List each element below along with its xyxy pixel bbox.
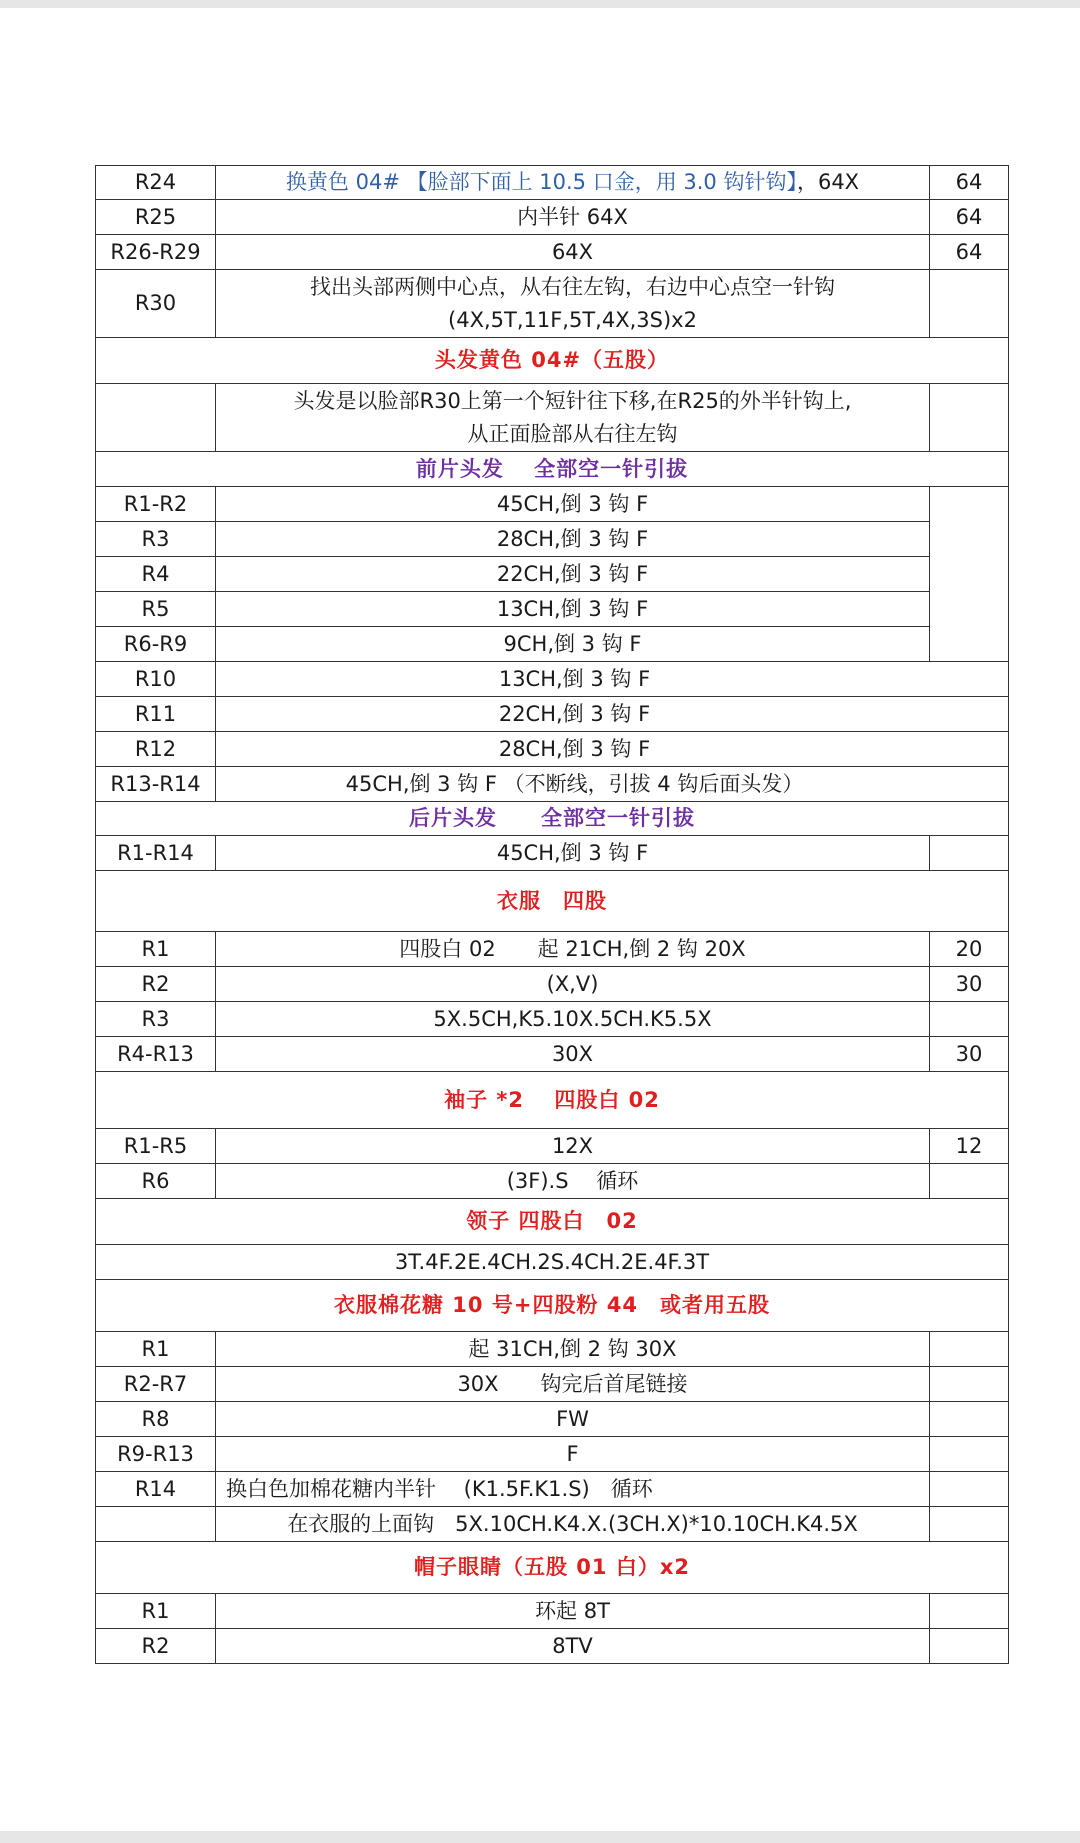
row-label: R5 xyxy=(96,592,216,627)
row-instruction: (3F).S 循环 xyxy=(216,1164,930,1199)
row-count: 64 xyxy=(930,235,1009,270)
row-label: R4 xyxy=(96,557,216,592)
table-row xyxy=(96,200,1009,235)
row-label: R2-R7 xyxy=(96,1367,216,1402)
row-label: R1-R5 xyxy=(96,1129,216,1164)
row-instruction: 28CH,倒 3 钩 F xyxy=(216,522,930,557)
row-instruction xyxy=(216,662,1009,697)
row-instruction: 45CH,倒 3 钩 F xyxy=(216,487,930,522)
row-instruction: 13CH,倒 3 钩 F xyxy=(216,592,930,627)
instruction-line: 找出头部两侧中心点，从右往左钩，右边中心点空一针钩 xyxy=(310,274,835,299)
row-instruction: (X,V) xyxy=(216,967,930,1002)
table-row xyxy=(96,836,1009,871)
section-header-row xyxy=(96,1542,1009,1594)
section-header-hat-eyes: 帽子眼睛（五股 01 白）x2 xyxy=(96,1542,1009,1594)
instruction-line: 从正面脸部从右往左钩 xyxy=(467,421,678,446)
row-count xyxy=(930,1002,1009,1037)
row-label: R30 xyxy=(96,270,216,338)
section-header-collar: 领子 四股白 02 xyxy=(96,1199,1009,1245)
section-header-row xyxy=(96,1280,1009,1332)
section-header-clothes: 衣服 四股 xyxy=(96,871,1009,932)
row-instruction: 12X xyxy=(216,1129,930,1164)
row-instruction: 换白色加棉花糖内半针 (K1.5F.K1.S) 循环 xyxy=(216,1472,930,1507)
table-row xyxy=(96,1472,1009,1507)
row-count xyxy=(930,1437,1009,1472)
row-label: R3 xyxy=(96,522,216,557)
row-label: R1 xyxy=(96,1594,216,1629)
row-count xyxy=(930,1367,1009,1402)
row-label: R11 xyxy=(96,697,216,732)
table-row xyxy=(96,1507,1009,1542)
section-header-cotton-clothes: 衣服棉花糖 10 号+四股粉 44 或者用五股 xyxy=(96,1280,1009,1332)
row-instruction: 8TV xyxy=(216,1629,930,1664)
table-row xyxy=(96,967,1009,1002)
table-row xyxy=(96,932,1009,967)
section-header-row xyxy=(96,338,1009,384)
top-bar xyxy=(0,0,1080,8)
row-instruction: 5X.5CH,K5.10X.5CH.K5.5X xyxy=(216,1002,930,1037)
row-count: 12 xyxy=(930,1129,1009,1164)
row-instruction xyxy=(216,732,1009,767)
row-label: R9-R13 xyxy=(96,1437,216,1472)
row-count: 30 xyxy=(930,1037,1009,1072)
section-header-hair: 头发黄色 04#（五股） xyxy=(96,338,1009,384)
row-label: R3 xyxy=(96,1002,216,1037)
table-row xyxy=(96,1402,1009,1437)
row-count xyxy=(930,384,1009,452)
row-count xyxy=(930,1164,1009,1199)
table-row xyxy=(96,662,1009,697)
instruction-line: (4X,5T,11F,5T,4X,3S)x2 xyxy=(448,307,697,332)
row-label: R26-R29 xyxy=(96,235,216,270)
row-instruction xyxy=(216,384,930,452)
section-header-front-hair: 前片头发 全部空一针引拔 xyxy=(96,452,1009,487)
row-label: R1-R14 xyxy=(96,836,216,871)
row-count xyxy=(930,1507,1009,1542)
row-label: R2 xyxy=(96,1629,216,1664)
section-header-row xyxy=(96,871,1009,932)
row-instruction xyxy=(216,166,930,200)
row-count xyxy=(930,487,1009,662)
row-label: R25 xyxy=(96,200,216,235)
row-instruction: 64X xyxy=(216,235,930,270)
table-row xyxy=(96,1629,1009,1664)
table-row xyxy=(96,166,1009,200)
table-row xyxy=(96,1594,1009,1629)
row-label: R13-R14 xyxy=(96,767,216,802)
table-row xyxy=(96,732,1009,767)
row-instruction xyxy=(216,767,1009,802)
row-label: R8 xyxy=(96,1402,216,1437)
row-label: R14 xyxy=(96,1472,216,1507)
table-row xyxy=(96,522,1009,557)
section-header-row xyxy=(96,1072,1009,1129)
table-row xyxy=(96,767,1009,802)
table-row xyxy=(96,384,1009,452)
row-label xyxy=(96,1507,216,1542)
table-row xyxy=(96,1002,1009,1037)
row-instruction: 30X xyxy=(216,1037,930,1072)
row-count xyxy=(930,836,1009,871)
row-label: R6 xyxy=(96,1164,216,1199)
row-instruction: FW xyxy=(216,1402,930,1437)
row-label: R2 xyxy=(96,967,216,1002)
row-label: R1 xyxy=(96,932,216,967)
row-label: R1-R2 xyxy=(96,487,216,522)
row-instruction: 45CH,倒 3 钩 F xyxy=(216,836,930,871)
row-count: 20 xyxy=(930,932,1009,967)
table-row xyxy=(96,1437,1009,1472)
row-instruction xyxy=(216,270,930,338)
row-instruction: F xyxy=(216,1437,930,1472)
row-count xyxy=(930,270,1009,338)
table-row xyxy=(96,1332,1009,1367)
row-count xyxy=(930,1594,1009,1629)
row-instruction: 在衣服的上面钩 5X.10CH.K4.X.(3CH.X)*10.10CH.K4.5X xyxy=(216,1507,930,1542)
row-count: 30 xyxy=(930,967,1009,1002)
row-instruction: 22CH,倒 3 钩 F xyxy=(216,557,930,592)
table-row xyxy=(96,697,1009,732)
table-row xyxy=(96,1245,1009,1280)
row-count xyxy=(930,1332,1009,1367)
row-count: 64 xyxy=(930,200,1009,235)
row-count xyxy=(930,1472,1009,1507)
table-row xyxy=(96,627,1009,662)
row-instruction: 环起 8T xyxy=(216,1594,930,1629)
section-header-row xyxy=(96,802,1009,836)
table-row xyxy=(96,1367,1009,1402)
row-label xyxy=(96,384,216,452)
instruction-tail-text: ，64X xyxy=(796,170,860,194)
row-label: R6-R9 xyxy=(96,627,216,662)
section-header-row xyxy=(96,1199,1009,1245)
bottom-bar xyxy=(0,1831,1080,1843)
row-instruction xyxy=(216,697,1009,732)
collar-instruction: 3T.4F.2E.4CH.2S.4CH.2E.4F.3T xyxy=(96,1245,1009,1280)
row-label: R24 xyxy=(96,166,216,200)
table-row xyxy=(96,270,1009,338)
table-row xyxy=(96,235,1009,270)
row-instruction: 起 31CH,倒 2 钩 30X xyxy=(216,1332,930,1367)
instruction-line: 头发是以脸部R30上第一个短针往下移,在R25的外半针钩上, xyxy=(293,388,852,413)
section-header-back-hair: 后片头发 全部空一针引拔 xyxy=(96,802,1009,836)
row-count xyxy=(930,1402,1009,1437)
row-instruction: 内半针 64X xyxy=(216,200,930,235)
instruction-blue-text: 换黄色 04# 【脸部下面上 10.5 口金，用 3.0 钩针钩】 xyxy=(285,170,797,194)
table-row xyxy=(96,1129,1009,1164)
section-header-sleeve: 袖子 *2 四股白 02 xyxy=(96,1072,1009,1129)
row-label: R10 xyxy=(96,662,216,697)
row-label: R1 xyxy=(96,1332,216,1367)
table-row xyxy=(96,557,1009,592)
section-header-row xyxy=(96,452,1009,487)
row-count: 64 xyxy=(930,166,1009,200)
table-row xyxy=(96,592,1009,627)
instruction-text: 13CH,倒 3 钩 F xyxy=(498,666,651,691)
instruction-text: 22CH,倒 3 钩 F xyxy=(498,701,651,726)
row-instruction: 四股白 02 起 21CH,倒 2 钩 20X xyxy=(216,932,930,967)
table-row xyxy=(96,1037,1009,1072)
row-count xyxy=(930,1629,1009,1664)
crochet-pattern-table xyxy=(95,165,1009,1664)
instruction-text: 28CH,倒 3 钩 F xyxy=(498,736,651,761)
row-instruction: 9CH,倒 3 钩 F xyxy=(216,627,930,662)
table-row xyxy=(96,1164,1009,1199)
row-label: R12 xyxy=(96,732,216,767)
row-label: R4-R13 xyxy=(96,1037,216,1072)
table-row xyxy=(96,487,1009,522)
row-instruction: 30X 钩完后首尾链接 xyxy=(216,1367,930,1402)
instruction-text: 45CH,倒 3 钩 F （不断线，引拔 4 钩后面头发） xyxy=(345,771,804,796)
